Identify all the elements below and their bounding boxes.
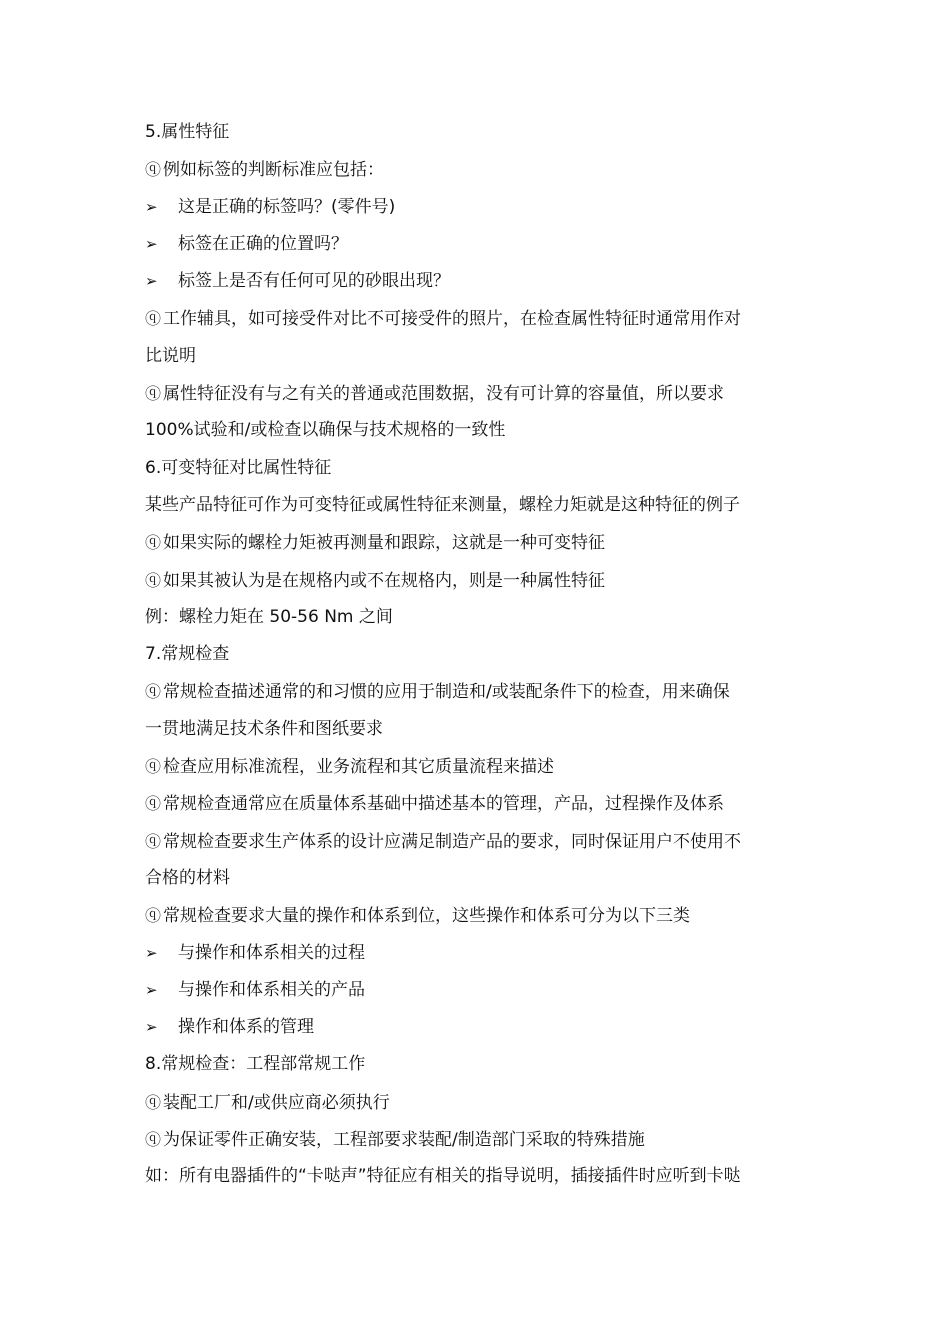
bullet-symbol-icon: ⓠ (145, 570, 162, 590)
bullet-symbol-icon: ⓠ (145, 1092, 162, 1112)
paragraph-line (145, 412, 815, 449)
bullet-symbol-icon: ⓠ (145, 384, 162, 404)
arrow-bullet-icon: ➢ (145, 1018, 158, 1037)
paragraph-line (145, 487, 815, 524)
bullet-item (145, 263, 815, 300)
bullet-item (145, 189, 815, 226)
paragraph-line (145, 711, 815, 748)
line-text: 标签在正确的位置吗？ (178, 233, 348, 254)
paragraph-item (145, 300, 815, 337)
paragraph-item (145, 748, 815, 785)
bullet-item (145, 972, 815, 1009)
paragraph-item (145, 375, 815, 412)
bullet-symbol-icon: ⓠ (145, 906, 162, 926)
line-text: 如果其被认为是在规格内或不在规格内，则是一种属性特征 (163, 570, 605, 591)
section-heading (145, 450, 815, 487)
line-text: 与操作和体系相关的过程 (178, 942, 365, 963)
line-text: 合格的材料 (145, 867, 230, 888)
paragraph-item (145, 562, 815, 599)
line-text: 6.可变特征对比属性特征 (145, 457, 332, 478)
line-text: 这是正确的标签吗？(零件号) (178, 196, 396, 217)
line-text: 100%试验和/或检查以确保与技术规格的一致性 (145, 420, 506, 441)
arrow-bullet-icon: ➢ (145, 234, 158, 253)
bullet-symbol-icon: ⓠ (145, 1130, 162, 1150)
line-text: 与操作和体系相关的产品 (178, 979, 365, 1000)
line-text: 常规检查描述通常的和习惯的应用于制造和/或装配条件下的检查，用来确保 (163, 682, 730, 703)
arrow-bullet-icon: ➢ (145, 943, 158, 962)
line-text: 7.常规检查 (145, 644, 230, 665)
paragraph-line (145, 860, 815, 897)
paragraph-line (145, 338, 815, 375)
line-text: 工作辅具，如可接受件对比不可接受件的照片，在检查属性特征时通常用作对 (163, 309, 741, 330)
line-text: 为保证零件正确安装，工程部要求装配/制造部门采取的特殊措施 (163, 1130, 645, 1151)
line-text: 属性特征没有与之有关的普通或范围数据，没有可计算的容量值，所以要求 (163, 384, 724, 405)
bullet-symbol-icon: ⓠ (145, 831, 162, 851)
paragraph-item (145, 785, 815, 822)
line-text: 标签上是否有任何可见的砂眼出现？ (178, 271, 450, 292)
paragraph-item (145, 897, 815, 934)
paragraph-line (145, 1158, 815, 1195)
line-text: 5.属性特征 (145, 122, 230, 142)
line-text: 装配工厂和/或供应商必须执行 (163, 1092, 390, 1113)
paragraph-item (145, 151, 815, 188)
document-body (145, 114, 815, 1196)
section-heading (145, 114, 815, 151)
bullet-symbol-icon: ⓠ (145, 309, 162, 329)
section-heading (145, 1046, 815, 1083)
line-text: 某些产品特征可作为可变特征或属性特征来测量，螺栓力矩就是这种特征的例子 (145, 494, 740, 515)
paragraph-item (145, 673, 815, 710)
arrow-bullet-icon: ➢ (145, 980, 158, 999)
line-text: 常规检查要求生产体系的设计应满足制造产品的要求，同时保证用户不使用不 (163, 831, 741, 852)
line-text: 常规检查要求大量的操作和体系到位，这些操作和体系可分为以下三类 (163, 906, 690, 927)
line-text: 比说明 (145, 345, 196, 366)
paragraph-item (145, 823, 815, 860)
bullet-item (145, 226, 815, 263)
paragraph-item (145, 524, 815, 561)
line-text: 如：所有电器插件的“卡哒声”特征应有相关的指导说明，插接插件时应听到卡哒 (145, 1166, 741, 1187)
bullet-item (145, 1009, 815, 1046)
paragraph-item (145, 1084, 815, 1121)
bullet-symbol-icon: ⓠ (145, 160, 162, 180)
line-text: 8.常规检查：工程部常规工作 (145, 1054, 366, 1075)
bullet-symbol-icon: ⓠ (145, 682, 162, 702)
arrow-bullet-icon: ➢ (145, 272, 158, 291)
bullet-symbol-icon: ⓠ (145, 533, 162, 553)
line-text: 检查应用标准流程，业务流程和其它质量流程来描述 (163, 757, 554, 778)
paragraph-line (145, 599, 815, 636)
bullet-item (145, 935, 815, 972)
paragraph-item (145, 1121, 815, 1158)
line-text: 例：螺栓力矩在 50-56 Nm 之间 (145, 606, 393, 627)
bullet-symbol-icon: ⓠ (145, 794, 162, 814)
line-text: 操作和体系的管理 (178, 1017, 314, 1038)
line-text: 一贯地满足技术条件和图纸要求 (145, 718, 383, 739)
line-text: 常规检查通常应在质量体系基础中描述基本的管理，产品，过程操作及体系 (163, 794, 724, 815)
section-heading (145, 636, 815, 673)
bullet-symbol-icon: ⓠ (145, 757, 162, 777)
line-text: 如果实际的螺栓力矩被再测量和跟踪，这就是一种可变特征 (163, 533, 605, 554)
arrow-bullet-icon: ➢ (145, 197, 158, 216)
line-text: 例如标签的判断标准应包括： (163, 160, 384, 181)
